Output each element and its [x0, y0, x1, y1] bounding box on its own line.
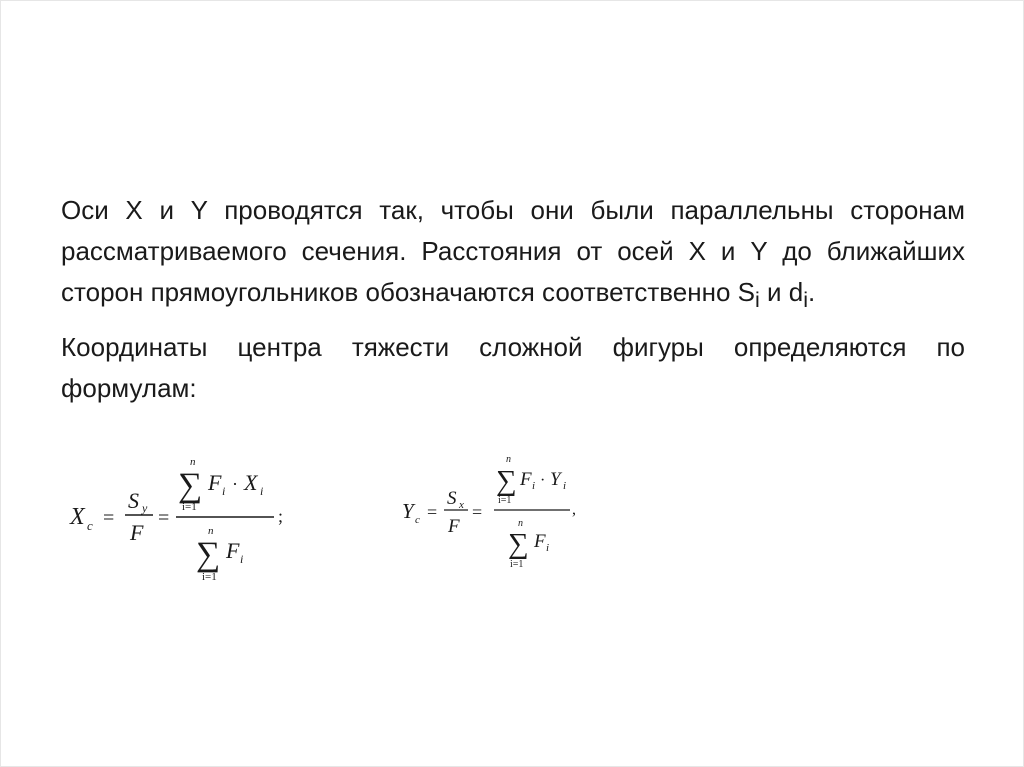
formula-xc [68, 452, 298, 592]
formula-xc-lhs-sub: c [87, 518, 93, 533]
formula-yc-term-f: F [520, 469, 532, 490]
paragraph-centroid: Координаты центра тяжести сложной фигуры определяются по формулам: [61, 332, 965, 404]
formula-yc-den-f-sub: i [546, 542, 550, 554]
formula-yc-num-sub: x [459, 499, 464, 511]
formula-xc-den-f: F [226, 538, 240, 563]
formula-yc-sum: ∑ [496, 465, 517, 497]
formula-yc [400, 452, 600, 582]
paragraph-axes-period: . [808, 277, 816, 307]
formula-yc-den-sum: ∑ [508, 528, 529, 560]
formula-xc-den-sum: ∑ [196, 536, 221, 573]
formula-yc-lhs-sub: c [415, 514, 420, 526]
formula-xc-num: S [128, 488, 139, 513]
formula-xc-term-f: F [208, 470, 222, 495]
subscript-i: i [803, 287, 809, 313]
formula-xc-sum-lower: i=1 [182, 501, 197, 513]
formula-yc-lhs: Y [402, 499, 414, 523]
formula-yc-den-sum-lower: i=1 [510, 559, 524, 570]
paragraph-axes-text: Оси X и Y проводятся так, чтобы они были параллельны сторонам рассматриваемого сечения. Расстояния от осей X и Y до ближайших сторон прямоугольников обозначаются соответственно S [61, 195, 965, 307]
formula-xc-num-sub: y [142, 501, 148, 515]
formula-yc-dot: · [540, 472, 546, 489]
formula-yc-den-f: F [534, 531, 546, 552]
formula-yc-sum-upper: n [506, 454, 511, 465]
formula-yc-svg [400, 452, 600, 582]
formula-yc-den-sum-upper: n [518, 518, 523, 529]
subscript-i: i [754, 287, 760, 313]
formula-yc-term-f-sub: i [532, 480, 536, 492]
formula-xc-den: F [130, 520, 144, 545]
formula-yc-term-var-sub: i [563, 480, 567, 492]
formula-yc-den: F [448, 516, 460, 537]
formula-xc-eq: = [103, 507, 115, 529]
formula-xc-den-sum-lower: i=1 [202, 571, 217, 583]
formula-xc-eq2: = [158, 507, 170, 529]
formula-yc-term-var: Y [550, 469, 561, 490]
paragraph-axes-text-2: и d [759, 277, 804, 307]
formula-yc-sum-lower: i=1 [498, 495, 512, 506]
formula-xc-trail: ; [278, 506, 284, 526]
formula-xc-term-var: X [244, 470, 258, 495]
formula-xc-sum: ∑ [178, 467, 203, 504]
formula-xc-den-f-sub: i [240, 552, 244, 566]
formula-xc-svg [68, 452, 298, 592]
slide-body [61, 190, 965, 409]
formula-yc-eq2: = [472, 502, 483, 522]
formula-xc-lhs: X [70, 504, 85, 530]
formula-yc-trail: , [572, 501, 576, 518]
paragraph-axes [61, 190, 965, 320]
formula-xc-dot: · [232, 474, 238, 494]
formula-yc-eq: = [427, 502, 438, 522]
formula-xc-term-f-sub: i [222, 484, 226, 498]
formula-xc-den-sum-upper: n [208, 525, 214, 537]
formula-xc-term-var-sub: i [260, 484, 264, 498]
formula-xc-sum-upper: n [190, 456, 196, 468]
formula-yc-num: S [447, 488, 457, 509]
